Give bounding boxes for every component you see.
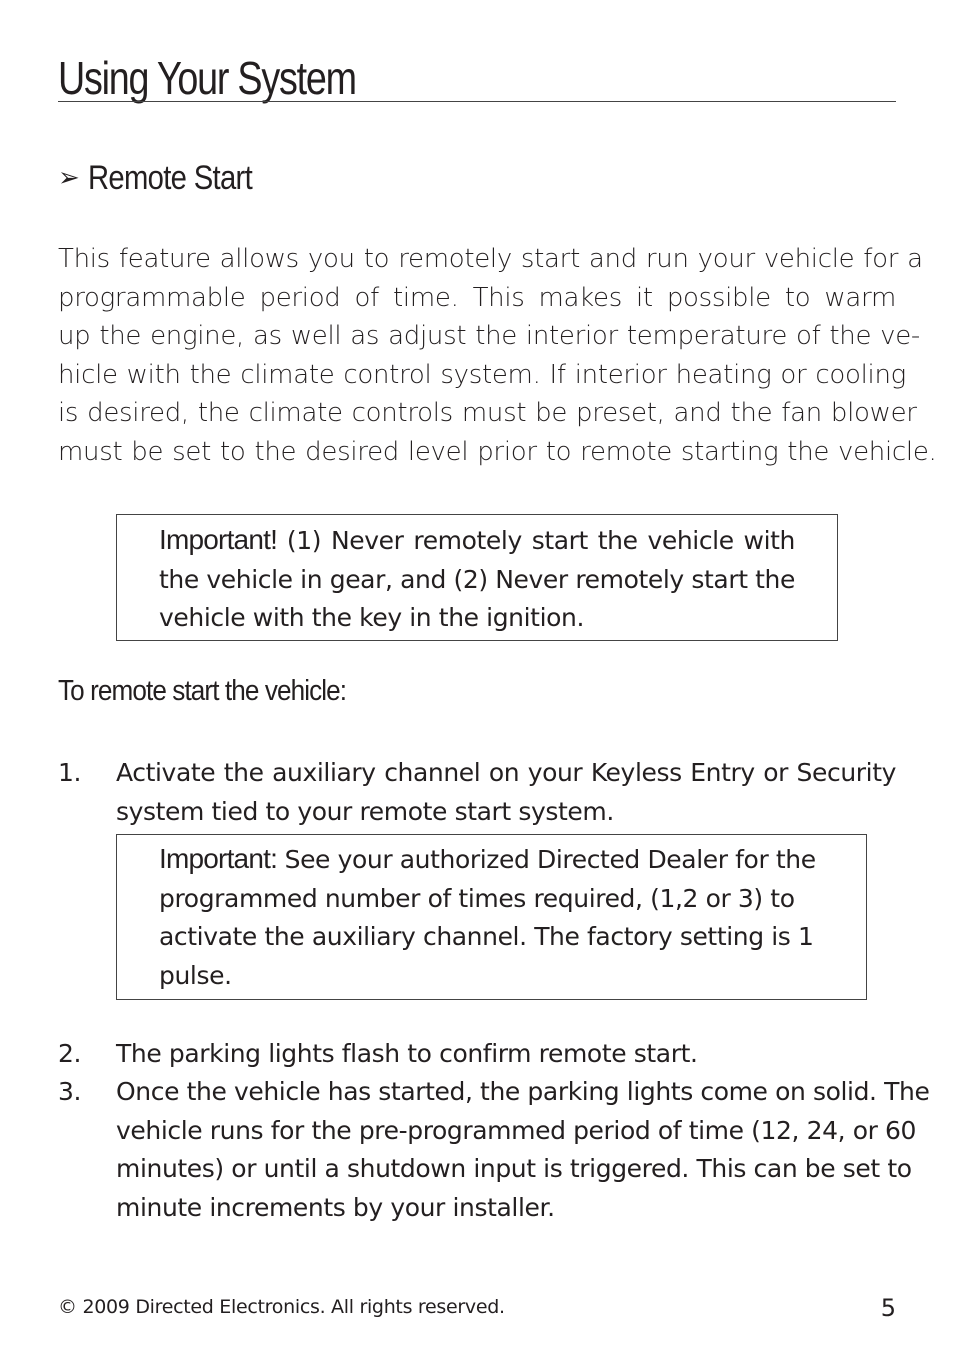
notice-line-rest: (1) Never remotely start the vehicle with	[277, 526, 795, 555]
step-line: The parking lights flash to confirm remote start.	[116, 1039, 698, 1068]
paragraph-line: must be set to the desired level prior to remote starting the vehicle.	[58, 436, 937, 467]
notice-line: the vehicle in gear, and (2) Never remotely start the	[159, 564, 795, 594]
paragraph-line: hicle with the climate control system. If interior heating or cooling	[58, 359, 906, 390]
important-label: Important!	[159, 524, 278, 555]
step-line: minute increments by your installer.	[116, 1192, 555, 1222]
notice-line: activate the auxiliary channel. The factory setting is 1	[159, 922, 814, 951]
notice-line: pulse.	[159, 960, 232, 990]
section-heading	[58, 158, 279, 199]
step-line: Activate the auxiliary channel on your Keyless Entry or Security	[116, 758, 896, 787]
paragraph-line: programmable period of time. This makes it possible to warm	[58, 282, 896, 313]
important-notice-dealer	[116, 834, 867, 1000]
notice-line	[159, 521, 795, 561]
step-number: 3.	[58, 1077, 82, 1106]
important-label: Important:	[159, 843, 278, 874]
step-text	[116, 754, 896, 831]
step-number: 1.	[58, 758, 82, 787]
step-item	[58, 1073, 930, 1227]
paragraph-line: This feature allows you to remotely start and run your vehicle for a	[58, 244, 923, 274]
step-text	[116, 1073, 930, 1227]
paragraph-line: is desired, the climate controls must be preset, and the fan blower	[58, 398, 917, 428]
step-item	[58, 754, 896, 831]
arrow-bullet-icon: ➢	[58, 163, 80, 194]
step-number: 2.	[58, 1039, 82, 1068]
notice-text	[159, 840, 819, 995]
important-notice-gear	[116, 514, 838, 641]
section-heading-text: Remote Start	[87, 159, 252, 197]
step-line: system tied to your remote start system.	[116, 796, 614, 826]
page-number: 5	[880, 1294, 896, 1322]
notice-line: programmed number of times required, (1,2 or 3) to	[159, 883, 795, 913]
notice-line-rest: See your authorized Directed Dealer for the	[277, 845, 816, 874]
intro-paragraph	[58, 240, 937, 471]
title-divider	[58, 101, 896, 102]
paragraph-line: up the engine, as well as adjust the interior temperature of the ve-	[58, 321, 921, 351]
footer-copyright: © 2009 Directed Electronics. All rights reserved.	[58, 1296, 505, 1318]
step-text	[116, 1035, 896, 1074]
step-line: Once the vehicle has started, the parking lights come on solid. The	[116, 1077, 930, 1106]
step-line: vehicle runs for the pre-programmed period of time (12, 24, or 60	[116, 1115, 917, 1145]
procedure-heading: To remote start the vehicle:	[58, 675, 347, 707]
step-line: minutes) or until a shutdown input is triggered. This can be set to	[116, 1154, 912, 1183]
notice-text	[159, 521, 795, 638]
page-title: Using Your System	[58, 52, 356, 104]
notice-line	[159, 840, 819, 880]
notice-line: vehicle with the key in the ignition.	[159, 603, 585, 632]
step-item	[58, 1035, 896, 1074]
